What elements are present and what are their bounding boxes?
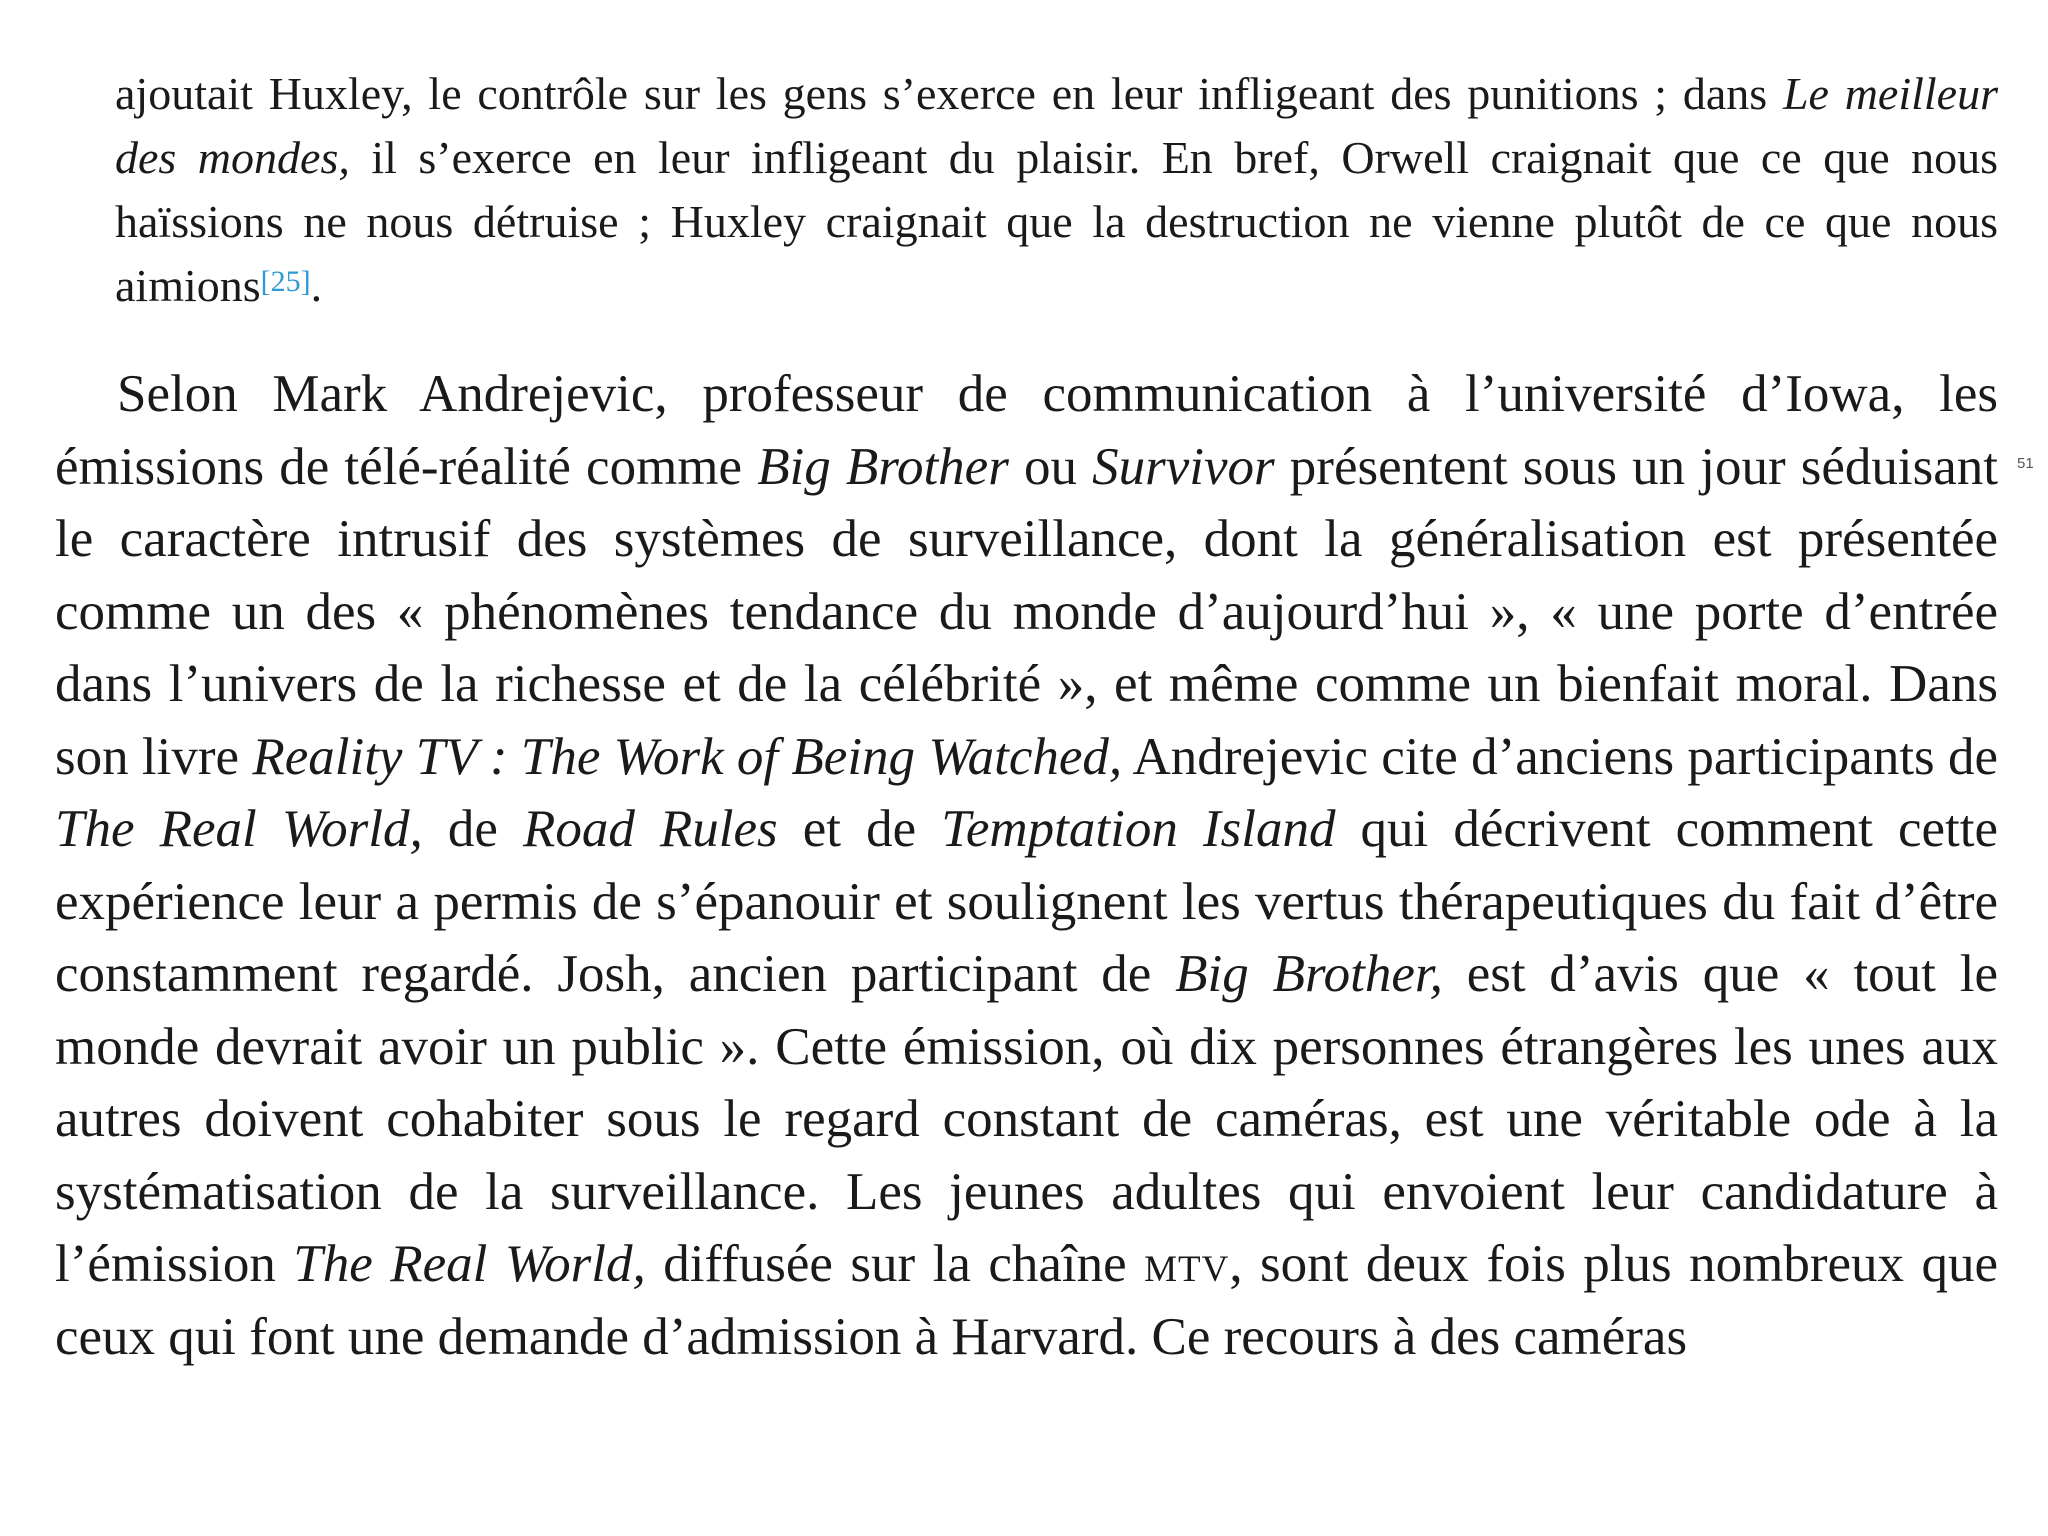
page-number: 51	[2017, 455, 2034, 472]
book-title-italic: Reality TV : The Work of Being Watched,	[252, 727, 1123, 786]
footnote-link[interactable]: [25]	[260, 265, 311, 298]
show-title-italic: Big Brother	[757, 437, 1009, 496]
paragraph-text: est d’avis que « tout le monde devrait avoir un public ». Cette émission, où dix personnes étrangères les unes aux autres doivent cohabiter sous le regard constant de caméras, est une véritable ode à la systématisation de la surveillance. Les jeunes adultes qui envoient leur candidature à l’émission	[55, 945, 1998, 1293]
paragraph-text: diffusée sur la chaîne	[645, 1235, 1145, 1293]
book-title-italic: Le meilleur des mondes,	[115, 68, 1998, 183]
body-paragraph	[55, 358, 1998, 1373]
quote-text: il s’exerce en leur infligeant du plaisir. En bref, Orwell craignait que ce que nous haïssions ne nous détruise ; Huxley craignait que la destruction ne vienne plutôt de ce que nous aimions	[115, 132, 1999, 311]
quote-text: .	[310, 260, 323, 311]
show-title-italic: Temptation Island	[941, 800, 1336, 858]
quote-text: ajoutait Huxley, le contrôle sur les gens s’exerce en leur infligeant des punitions ; dans	[115, 68, 1783, 119]
page-content	[55, 62, 1998, 1373]
paragraph-text: qui décrivent comment cette expérience leur a permis de s’épanouir et soulignent les vertus thérapeutiques du fait d’être constamment regardé. Josh, ancien participant de	[55, 800, 1998, 1003]
show-title-italic: Road Rules	[522, 800, 778, 858]
show-title-italic: Survivor	[1092, 437, 1275, 496]
paragraph-text: présentent sous un jour séduisant le caractère intrusif des systèmes de surveillance, dont la généralisation est présentée comme un des « phénomènes tendance du monde d’aujourd’hui », « une porte d’entrée dans l’univers de la richesse et de la célébrité », et même comme un bienfait moral. Dans son livre	[55, 437, 1999, 786]
paragraph-text: ou	[1008, 437, 1093, 496]
paragraph-text: Andrejevic cite d’anciens participants de	[1122, 727, 1998, 786]
show-title-italic: Big Brother,	[1175, 945, 1443, 1003]
paragraph-text: et de	[777, 800, 942, 858]
paragraph-text: Selon Mark Andrejevic, professeur de communication à l’université d’Iowa, les émissions de télé-réalité comme	[55, 365, 1998, 496]
show-title-italic: The Real World,	[293, 1235, 646, 1293]
paragraph-text: , sont deux fois plus nombreux que ceux qui font une demande d’admission à Harvard. Ce recours à des caméras	[55, 1235, 1999, 1366]
paragraph-text: de	[422, 800, 523, 858]
channel-name-small-caps: mtv	[1144, 1235, 1230, 1293]
show-title-italic: The Real World,	[55, 800, 423, 858]
block-quote	[115, 62, 1998, 318]
